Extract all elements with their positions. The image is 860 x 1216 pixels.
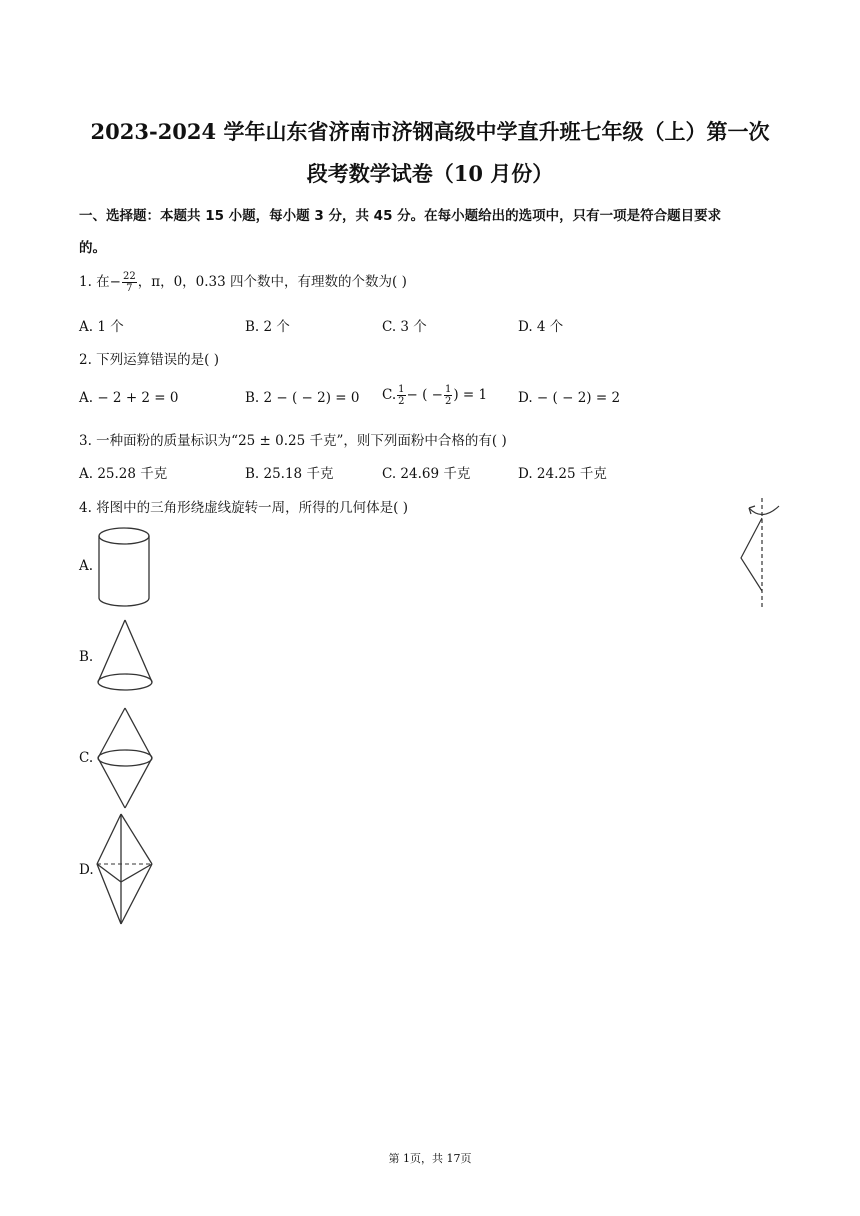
fraction-one-half <box>397 384 405 407</box>
question-3-stem: 3. 一种面粉的质量标识为“25 ± 0.25 千克”，则下列面粉中合格的有( ) <box>79 433 507 449</box>
q1-option-c: C. 3 个 <box>382 319 427 335</box>
double-pyramid-shape <box>94 812 156 928</box>
q4-option-b-label: B. <box>79 649 94 665</box>
q2-option-c-prefix: C. <box>382 387 397 403</box>
fraction-numerator: 22 <box>122 271 136 282</box>
page-footer: 第 1页，共 17页 <box>388 1152 472 1165</box>
q1-option-a: A. 1 个 <box>79 319 124 335</box>
fraction-22-over-7 <box>122 271 137 294</box>
question-4-stem: 4. 将图中的三角形绕虚线旋转一周，所得的几何体是( ) <box>79 500 408 516</box>
q2-option-a: A. − 2 + 2 = 0 <box>79 390 179 406</box>
triangle-outline <box>741 518 762 591</box>
fraction-numerator: 1 <box>398 384 405 395</box>
q4-option-d-label: D. <box>79 862 94 878</box>
fraction-denominator: 7 <box>126 283 133 294</box>
fraction-denominator: 2 <box>445 396 452 407</box>
section-header-line-1: 一、选择题：本题共 15 小题，每小题 3 分，共 45 分。在每小题给出的选项中，只有一项是符合题目要求 <box>79 208 722 224</box>
q4-option-a-label: A. <box>79 558 94 574</box>
fraction-one-half <box>444 384 452 407</box>
fraction-numerator: 1 <box>445 384 452 395</box>
q1-option-d: D. 4 个 <box>518 319 564 335</box>
page-title-line-2: 段考数学试卷（10 月份） <box>306 161 554 186</box>
q3-option-c: C. 24.69 千克 <box>382 466 471 482</box>
q2-option-c <box>382 384 487 407</box>
question-1-stem <box>79 270 407 294</box>
double-cone-shape <box>95 706 155 810</box>
section-header-line-2: 的。 <box>79 240 106 256</box>
q3-option-d: D. 24.25 千克 <box>518 466 607 482</box>
triangle-rotation-figure <box>735 496 785 611</box>
cone-shape <box>95 618 155 694</box>
q2-option-b: B. 2 − ( − 2) = 0 <box>245 390 360 406</box>
q3-option-b: B. 25.18 千克 <box>245 466 334 482</box>
q3-option-a: A. 25.28 千克 <box>79 466 168 482</box>
page-title-line-1: 2023-2024 学年山东省济南市济钢高级中学直升班七年级（上）第一次 <box>90 119 770 144</box>
q2-option-c-mid: − ( − <box>406 387 443 403</box>
question-1-prefix: 1. 在− <box>79 274 121 290</box>
q1-option-b: B. 2 个 <box>245 319 290 335</box>
q2-option-d: D. − ( − 2) = 2 <box>518 390 621 406</box>
question-2-stem: 2. 下列运算错误的是( ) <box>79 352 219 368</box>
question-1-suffix: ，π，0，0.33 四个数中，有理数的个数为( ) <box>137 274 407 290</box>
q2-option-c-suffix: ) = 1 <box>453 387 488 403</box>
fraction-denominator: 2 <box>398 396 405 407</box>
rotation-arrow <box>749 506 779 515</box>
q4-option-c-label: C. <box>79 750 94 766</box>
cylinder-shape <box>97 526 151 610</box>
